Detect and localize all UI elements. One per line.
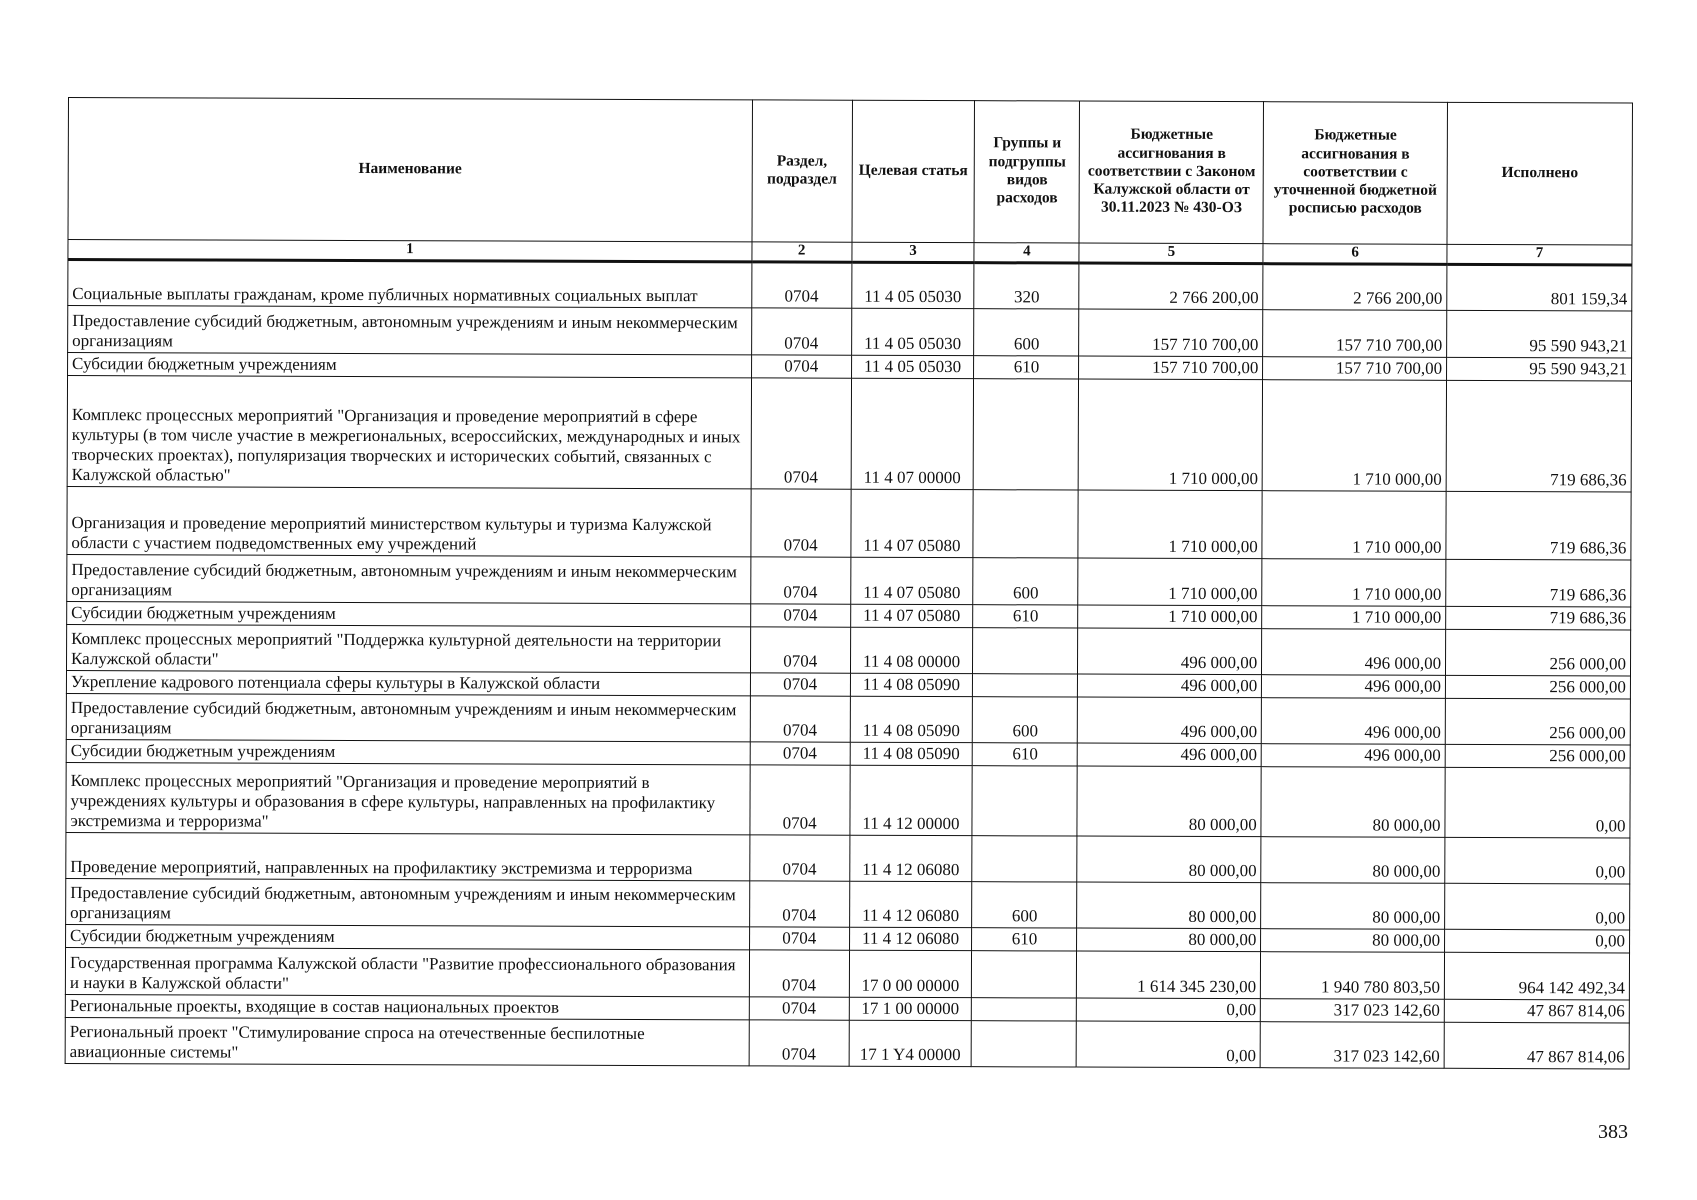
cell-law-allocations: 1 710 000,00: [1078, 558, 1262, 606]
cell-expense-group: 600: [973, 558, 1078, 605]
cell-section: 0704: [751, 557, 851, 604]
cell-executed: 719 686,36: [1446, 606, 1631, 630]
header-refined-allocations: Бюджетные ассигнования в соответствии с уточненной бюджетной росписью расходов: [1263, 102, 1447, 245]
column-number: 7: [1447, 244, 1632, 265]
cell-target-article: 11 4 08 05090: [850, 673, 973, 696]
budget-table: [65, 97, 1633, 1069]
cell-law-allocations: 80 000,00: [1077, 836, 1261, 883]
cell-law-allocations: 80 000,00: [1077, 882, 1261, 929]
cell-expense-group: 610: [973, 743, 1078, 766]
cell-law-allocations: 496 000,00: [1078, 743, 1262, 767]
cell-name: Субсидии бюджетным учреждениям: [67, 601, 751, 626]
cell-law-allocations: 1 710 000,00: [1078, 605, 1262, 629]
cell-executed: 256 000,00: [1446, 675, 1631, 699]
cell-executed: 719 686,36: [1446, 380, 1631, 492]
cell-executed: 719 686,36: [1446, 491, 1631, 560]
cell-target-article: 11 4 05 05030: [851, 355, 974, 378]
table-row: [66, 762, 1630, 837]
cell-executed: 964 142 492,34: [1444, 952, 1629, 1000]
cell-expense-group: [972, 998, 1077, 1021]
cell-target-article: 11 4 07 00000: [851, 378, 974, 489]
cell-expense-group: 610: [974, 356, 1079, 379]
cell-law-allocations: 80 000,00: [1077, 928, 1261, 952]
cell-target-article: 11 4 05 05030: [851, 308, 974, 355]
cell-section: 0704: [750, 604, 850, 627]
cell-name: Комплекс процессных мероприятий "Организация и проведение мероприятий в учреждениях культуры и образования в сфере культуры, направленных на профилактику экстремизма и терроризма": [66, 762, 750, 834]
cell-executed: 95 590 943,21: [1447, 357, 1632, 381]
cell-law-allocations: 1 710 000,00: [1079, 379, 1263, 491]
cell-expense-group: [972, 951, 1077, 998]
cell-expense-group: [973, 628, 1078, 674]
cell-target-article: 17 1 00 00000: [849, 997, 972, 1020]
table-row: [66, 832, 1630, 883]
cell-executed: 801 159,34: [1447, 264, 1632, 311]
cell-refined-allocations: 496 000,00: [1261, 744, 1445, 768]
cell-target-article: 11 4 08 05090: [850, 742, 973, 765]
cell-expense-group: [972, 1021, 1077, 1067]
cell-law-allocations: 496 000,00: [1078, 697, 1262, 744]
table-row: [66, 693, 1630, 744]
cell-executed: 47 867 814,06: [1444, 999, 1629, 1023]
cell-target-article: 17 0 00 00000: [849, 950, 972, 997]
cell-refined-allocations: 1 940 780 803,50: [1261, 952, 1445, 1000]
column-number: 5: [1079, 243, 1263, 264]
cell-executed: 256 000,00: [1446, 629, 1631, 676]
cell-law-allocations: 0,00: [1077, 998, 1261, 1022]
cell-name: Организация и проведение мероприятий министерством культуры и туризма Калужской области с участием подведомственных ему учреждений: [67, 486, 751, 556]
cell-refined-allocations: 80 000,00: [1261, 883, 1445, 930]
cell-section: 0704: [751, 355, 851, 378]
cell-name: Предоставление субсидий бюджетным, автономным учреждениям и иным некоммерческим организациям: [66, 878, 750, 926]
cell-expense-group: [972, 766, 1077, 836]
cell-expense-group: 320: [974, 263, 1079, 309]
cell-refined-allocations: 317 023 142,60: [1261, 999, 1445, 1023]
cell-section: 0704: [750, 765, 850, 835]
cell-name: Укрепление кадрового потенциала сферы культуры в Калужской области: [66, 670, 750, 695]
cell-target-article: 11 4 07 05080: [850, 489, 973, 557]
column-number: 6: [1263, 244, 1447, 265]
table-row: [68, 306, 1632, 358]
cell-target-article: 11 4 07 05080: [850, 604, 973, 627]
header-target-article: Целевая статья: [852, 100, 975, 242]
cell-expense-group: [972, 836, 1077, 882]
cell-refined-allocations: 1 710 000,00: [1262, 491, 1446, 560]
table-row: [66, 878, 1630, 929]
cell-expense-group: 600: [973, 697, 1078, 743]
table-header-row: [68, 98, 1632, 245]
cell-name: Проведение мероприятий, направленных на профилактику экстремизма и терроризма: [66, 832, 750, 880]
header-law-allocations: Бюджетные ассигнования в соответствии с Законом Калужской области от 30.11.2023 № 430-ОЗ: [1079, 101, 1263, 244]
cell-expense-group: [974, 379, 1079, 490]
cell-section: 0704: [751, 489, 851, 557]
column-number: 4: [974, 243, 1079, 263]
cell-section: 0704: [751, 308, 851, 355]
header-expense-group: Группы и подгруппы видов расходов: [974, 101, 1080, 243]
cell-law-allocations: 2 766 200,00: [1079, 263, 1263, 310]
cell-target-article: 11 4 05 05030: [851, 262, 974, 308]
cell-name: Предоставление субсидий бюджетным, автономным учреждениям и иным некоммерческим организациям: [67, 554, 751, 603]
table-row: [66, 624, 1630, 675]
cell-refined-allocations: 1 710 000,00: [1262, 559, 1446, 607]
cell-name: Предоставление субсидий бюджетным, автономным учреждениям и иным некоммерческим организациям: [66, 693, 750, 741]
cell-executed: 0,00: [1445, 883, 1630, 930]
cell-section: 0704: [749, 927, 849, 950]
cell-refined-allocations: 80 000,00: [1261, 767, 1445, 838]
cell-expense-group: 610: [972, 928, 1077, 951]
cell-refined-allocations: 496 000,00: [1262, 629, 1446, 676]
cell-law-allocations: 496 000,00: [1078, 628, 1262, 675]
cell-target-article: 11 4 12 06080: [849, 835, 972, 881]
cell-name: Субсидии бюджетным учреждениям: [66, 739, 750, 764]
header-section: Раздел, подраздел: [752, 100, 852, 242]
cell-refined-allocations: 157 710 700,00: [1263, 357, 1447, 381]
table-row: [67, 486, 1631, 559]
cell-name: Региональный проект "Стимулирование спроса на отечественные беспилотные авиационные системы": [65, 1017, 749, 1065]
column-number: 1: [68, 240, 752, 262]
header-name: Наименование: [68, 98, 752, 242]
cell-executed: 0,00: [1445, 837, 1630, 884]
cell-section: 0704: [749, 881, 849, 927]
table-row: [65, 1017, 1629, 1068]
cell-law-allocations: 0,00: [1077, 1021, 1261, 1068]
cell-section: 0704: [750, 696, 850, 742]
cell-refined-allocations: 1 710 000,00: [1262, 380, 1446, 492]
column-number: 3: [851, 242, 974, 262]
cell-executed: 0,00: [1445, 929, 1630, 953]
column-number: 2: [752, 242, 852, 262]
cell-section: 0704: [750, 627, 850, 673]
cell-executed: 256 000,00: [1445, 698, 1630, 745]
cell-target-article: 11 4 12 06080: [849, 881, 972, 927]
cell-target-article: 11 4 08 05090: [850, 696, 973, 742]
cell-executed: 256 000,00: [1445, 744, 1630, 768]
cell-expense-group: 600: [972, 882, 1077, 928]
table-row: [68, 260, 1632, 311]
table-row: [67, 376, 1631, 492]
cell-target-article: 11 4 12 00000: [849, 765, 972, 835]
header-executed: Исполнено: [1447, 102, 1632, 245]
cell-target-article: 17 1 Y4 00000: [849, 1020, 972, 1066]
cell-refined-allocations: 80 000,00: [1261, 837, 1445, 884]
cell-refined-allocations: 317 023 142,60: [1260, 1022, 1444, 1069]
cell-target-article: 11 4 12 06080: [849, 927, 972, 950]
cell-section: 0704: [752, 262, 852, 308]
cell-refined-allocations: 2 766 200,00: [1263, 264, 1447, 311]
cell-refined-allocations: 157 710 700,00: [1263, 310, 1447, 358]
table-row: [65, 947, 1629, 999]
cell-name: Предоставление субсидий бюджетным, автономным учреждениям и иным некоммерческим организациям: [68, 306, 752, 355]
cell-expense-group: [973, 674, 1078, 697]
cell-law-allocations: 157 710 700,00: [1079, 309, 1263, 357]
cell-name: Субсидии бюджетным учреждениям: [66, 924, 750, 949]
cell-target-article: 11 4 07 05080: [850, 557, 973, 604]
cell-law-allocations: 1 710 000,00: [1078, 490, 1262, 559]
cell-name: Региональные проекты, входящие в состав национальных проектов: [65, 994, 749, 1019]
cell-section: 0704: [750, 835, 850, 881]
cell-refined-allocations: 496 000,00: [1262, 698, 1446, 745]
table-row: [67, 554, 1631, 606]
cell-expense-group: 600: [974, 309, 1079, 356]
cell-name: Комплекс процессных мероприятий "Поддержка культурной деятельности на территории Калужской области": [66, 624, 750, 672]
cell-executed: 719 686,36: [1446, 559, 1631, 607]
cell-law-allocations: 496 000,00: [1078, 674, 1262, 698]
cell-name: Государственная программа Калужской области "Развитие профессионального образования и науки в Калужской области": [65, 947, 749, 996]
page-number: 383: [1598, 1121, 1628, 1143]
cell-target-article: 11 4 08 00000: [850, 627, 973, 673]
cell-law-allocations: 157 710 700,00: [1079, 356, 1263, 380]
cell-section: 0704: [750, 673, 850, 696]
cell-section: 0704: [749, 950, 849, 997]
cell-name: Социальные выплаты гражданам, кроме публичных нормативных социальных выплат: [68, 260, 752, 308]
cell-name: Комплекс процессных мероприятий "Организация и проведение мероприятий в сфере культуры (в том числе участие в межрегиональных, всероссийских, международных и иных творческих проектах), популяризация творческих и исторических событий, связанных с Калужской областью": [67, 376, 751, 489]
cell-refined-allocations: 496 000,00: [1262, 675, 1446, 699]
cell-refined-allocations: 1 710 000,00: [1262, 606, 1446, 630]
cell-section: 0704: [751, 378, 851, 489]
cell-executed: 0,00: [1445, 767, 1630, 838]
cell-law-allocations: 1 614 345 230,00: [1077, 951, 1261, 999]
cell-executed: 47 867 814,06: [1444, 1022, 1629, 1069]
cell-expense-group: [973, 490, 1078, 558]
cell-section: 0704: [750, 742, 850, 765]
cell-name: Субсидии бюджетным учреждениям: [68, 353, 752, 378]
cell-law-allocations: 80 000,00: [1077, 766, 1261, 837]
cell-section: 0704: [749, 1020, 849, 1066]
cell-refined-allocations: 80 000,00: [1261, 929, 1445, 953]
cell-expense-group: 610: [973, 605, 1078, 628]
cell-section: 0704: [749, 997, 849, 1020]
table-body: [65, 260, 1632, 1069]
cell-executed: 95 590 943,21: [1447, 310, 1632, 358]
